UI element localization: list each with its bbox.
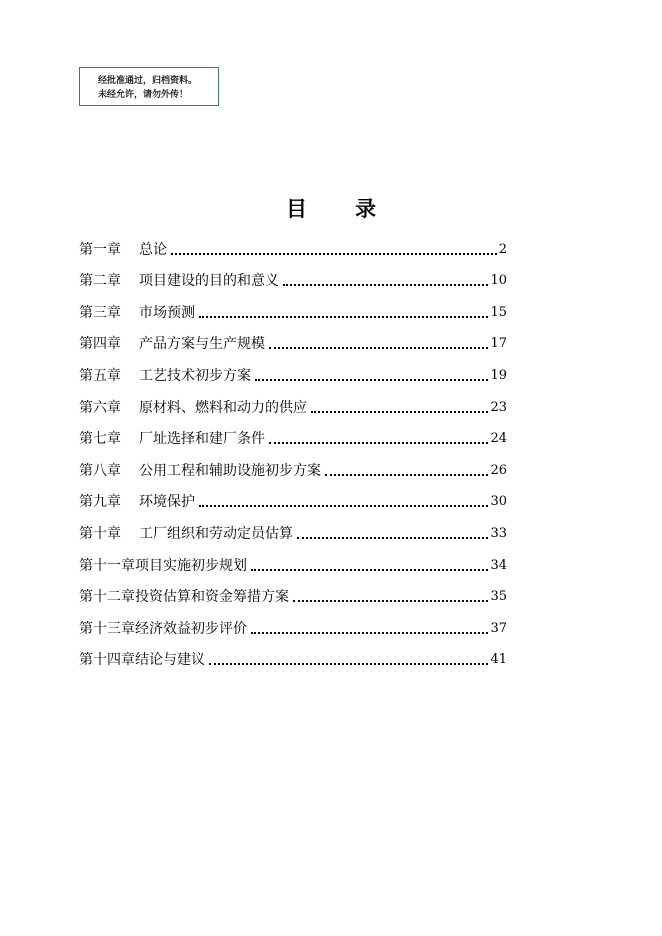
title-char-1: 目 xyxy=(286,196,307,221)
toc-chapter: 第十二章 xyxy=(79,589,135,606)
toc-chapter: 第十一章 xyxy=(79,557,135,574)
toc-entry-1[interactable] xyxy=(79,228,507,260)
toc-page: 33 xyxy=(490,525,507,541)
toc-title: 工厂组织和劳动定员估算 xyxy=(139,525,293,542)
toc-entry-9[interactable] xyxy=(79,481,507,513)
toc-page: 41 xyxy=(490,652,507,668)
toc-leader xyxy=(269,441,488,444)
toc-page: 26 xyxy=(490,462,507,478)
toc-chapter: 第五章 xyxy=(79,367,121,384)
toc-chapter: 第四章 xyxy=(79,336,121,353)
toc-title: 总论 xyxy=(139,241,167,258)
toc-chapter: 第九章 xyxy=(79,494,121,511)
toc-entry-10[interactable] xyxy=(79,512,507,544)
toc-chapter: 第三章 xyxy=(79,304,121,321)
title-char-2: 录 xyxy=(355,196,376,221)
toc-leader xyxy=(255,378,488,381)
toc-title: 环境保护 xyxy=(139,494,195,511)
toc-leader xyxy=(251,631,488,634)
toc-page: 35 xyxy=(490,589,507,605)
toc-chapter: 第六章 xyxy=(79,399,121,416)
toc-title: 产品方案与生产规模 xyxy=(139,336,265,353)
toc-leader xyxy=(209,662,488,665)
stamp-line-2: 未经允许，请勿外传！ xyxy=(98,90,189,100)
toc-leader xyxy=(293,599,488,602)
toc-leader xyxy=(199,504,488,507)
toc-title: 原材料、燃料和动力的供应 xyxy=(139,399,307,416)
toc-entry-4[interactable] xyxy=(79,323,507,355)
toc-entry-2[interactable] xyxy=(79,260,507,292)
toc-page: 15 xyxy=(490,304,507,320)
approval-stamp xyxy=(79,67,219,106)
toc-title: 市场预测 xyxy=(139,304,195,321)
toc-chapter: 第一章 xyxy=(79,241,121,258)
toc-leader xyxy=(325,473,488,476)
toc-entry-6[interactable] xyxy=(79,386,507,418)
toc-entry-8[interactable] xyxy=(79,449,507,481)
toc-entry-7[interactable] xyxy=(79,418,507,450)
toc-page: 10 xyxy=(490,273,507,289)
toc-chapter: 第十三章 xyxy=(79,620,135,637)
toc-leader xyxy=(269,346,488,349)
toc-leader xyxy=(283,283,488,286)
toc-entry-11[interactable] xyxy=(79,544,507,576)
toc-entry-12[interactable] xyxy=(79,576,507,608)
toc-page: 37 xyxy=(490,620,507,636)
toc-title: 项目建设的目的和意义 xyxy=(139,273,279,290)
table-of-contents xyxy=(79,228,507,670)
toc-entry-5[interactable] xyxy=(79,354,507,386)
toc-leader xyxy=(199,315,488,318)
toc-leader xyxy=(297,536,488,539)
toc-entry-3[interactable] xyxy=(79,291,507,323)
toc-title: 经济效益初步评价 xyxy=(135,620,247,637)
toc-chapter: 第十章 xyxy=(79,525,121,542)
toc-chapter: 第二章 xyxy=(79,273,121,290)
toc-page: 23 xyxy=(490,399,507,415)
toc-page: 19 xyxy=(490,367,507,383)
toc-page: 17 xyxy=(490,336,507,352)
toc-chapter: 第十四章 xyxy=(79,652,135,669)
toc-page: 34 xyxy=(490,557,507,573)
toc-page: 24 xyxy=(490,431,507,447)
toc-title: 结论与建议 xyxy=(135,652,205,669)
toc-leader xyxy=(311,410,488,413)
stamp-line-1: 经批准通过，归档资料。 xyxy=(98,76,198,86)
toc-title: 厂址选择和建厂条件 xyxy=(139,431,265,448)
page-title xyxy=(0,193,662,223)
toc-chapter: 第七章 xyxy=(79,431,121,448)
toc-leader xyxy=(251,568,488,571)
toc-entry-14[interactable] xyxy=(79,639,507,671)
toc-leader xyxy=(171,252,497,255)
toc-title: 公用工程和辅助设施初步方案 xyxy=(139,462,321,479)
toc-chapter: 第八章 xyxy=(79,462,121,479)
toc-page: 2 xyxy=(498,241,507,257)
toc-page: 30 xyxy=(490,494,507,510)
toc-entry-13[interactable] xyxy=(79,607,507,639)
toc-title: 工艺技术初步方案 xyxy=(139,367,251,384)
toc-title: 项目实施初步规划 xyxy=(135,557,247,574)
toc-title: 投资估算和资金筹措方案 xyxy=(135,589,289,606)
